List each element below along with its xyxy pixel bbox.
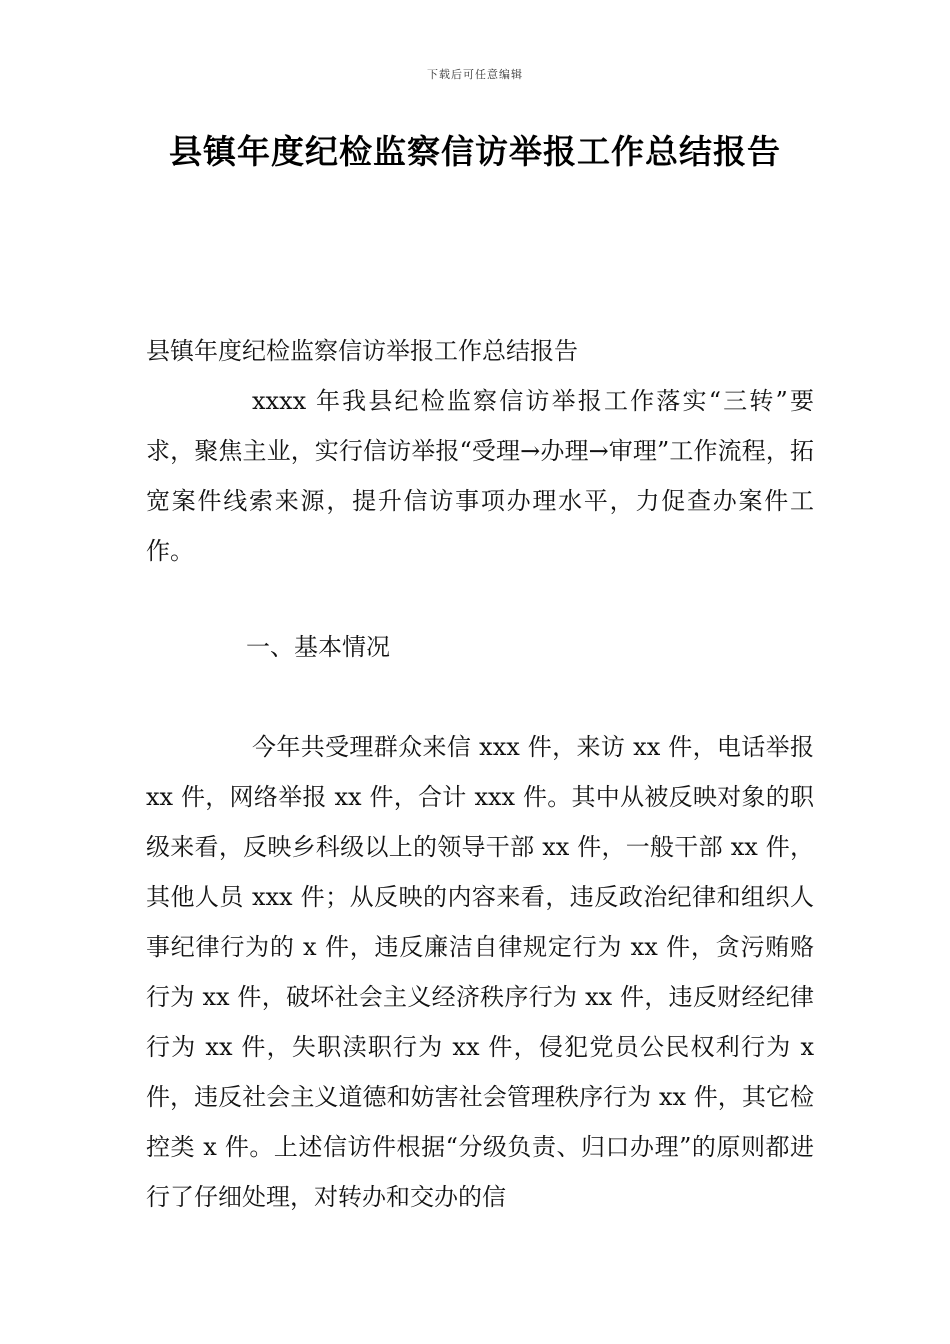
header-note: 下载后可任意编辑 [427, 68, 523, 81]
section-heading-basic-situation: 一、基本情况 [246, 633, 390, 661]
intro-paragraph: xxxx 年我县纪检监察信访举报工作落实“三转”要求，聚焦主业，实行信访举报“受理→办理→审理”工作流程，拓宽案件线索来源，提升信访事项办理水平，力促查办案件工作。 [146, 387, 814, 565]
document-subtitle: 县镇年度纪检监察信访举报工作总结报告 [146, 337, 578, 365]
document-title: 县镇年度纪检监察信访举报工作总结报告 [169, 132, 781, 171]
basic-situation-paragraph: 今年共受理群众来信 xxx 件，来访 xx 件，电话举报 xx 件，网络举报 xx 件，合计 xxx 件。其中从被反映对象的职级来看，反映乡科级以上的领导干部 xx 件，一般干部 xx 件，其他人员 xxx 件；从反映的内容来看，违反政治纪律和组织人事纪律行为的 x 件，违反廉洁自律规定行为 xx 件，贪污贿赂行为 xx 件，破坏社会主义经济秩序行为 xx 件，违反财经纪律行为 xx 件，失职渎职行为 xx 件，侵犯党员公民权利行为 x 件，违反社会主义道德和妨害社会管理秩序行为 xx 件，其它检控类 x 件。上述信访件根据“分级负责、归口办理”的原则都进行了仔细处理，对转办和交办的信 [146, 733, 814, 1211]
